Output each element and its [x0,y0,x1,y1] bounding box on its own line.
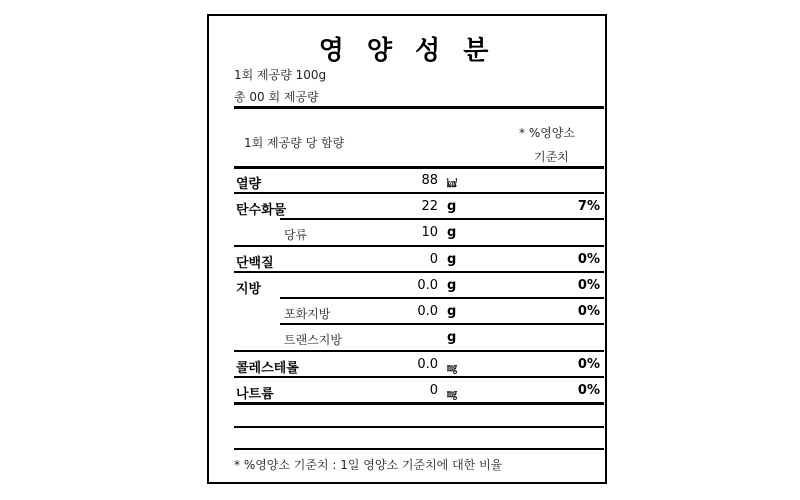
nutrient-name: 포화지방 [284,307,331,321]
nutrient-daily-value: 7% [577,199,600,214]
nutrient-amount: 22 [421,199,438,214]
nutrient-amount: 0 [429,252,438,267]
nutrient-name: 지방 [236,282,262,297]
nutrient-name: 열량 [236,177,262,192]
row-divider [280,323,604,325]
label-title: 영 양 성 분 [318,36,496,66]
nutrient-name: 당류 [284,228,308,242]
nutrient-unit: g [447,278,457,293]
row-divider [234,271,604,273]
row-divider [280,297,604,299]
nutrient-unit: g [447,199,457,214]
nutrition-facts-label [207,14,607,484]
row-divider [234,245,604,247]
nutrient-daily-value: 0% [577,357,600,372]
row-divider [280,218,604,220]
nutrient-name: 콜레스테롤 [236,361,299,376]
per-serving-header: 1회 제공량 당 함량 [244,136,345,150]
blank-row-divider [234,426,604,428]
row-divider [234,192,604,194]
nutrient-unit: ㎉ [447,179,457,190]
nutrient-unit: g [447,225,457,240]
nutrient-name: 트랜스지방 [284,333,342,347]
servings-total: 총 00 회 제공량 [234,90,319,104]
row-divider [234,376,604,378]
nutrient-unit: ㎎ [447,389,457,400]
nutrient-unit: g [447,330,457,345]
nutrient-name: 탄수화물 [236,203,287,218]
nutrient-name: 단백질 [236,256,274,271]
nutrient-amount: 88 [421,173,438,188]
nutrient-name: 나트륨 [236,387,274,402]
nutrient-amount: 0.0 [417,278,438,293]
table-bottom-divider [234,402,604,405]
nutrient-unit: ㎎ [447,363,457,374]
footnote: * %영양소 기준치 : 1일 영양소 기준치에 대한 비율 [234,458,503,472]
serving-size: 1회 제공량 100g [234,68,327,82]
nutrient-amount: 0 [429,383,438,398]
nutrient-daily-value: 0% [577,252,600,267]
nutrient-unit: g [447,252,457,267]
nutrient-unit: g [447,304,457,319]
header-divider [234,106,604,109]
daily-value-header: * %영양소 [519,126,575,140]
nutrient-amount: 0.0 [417,304,438,319]
nutrient-daily-value: 0% [577,304,600,319]
nutrient-amount: 0.0 [417,357,438,372]
daily-value-header-2: 기준치 [534,150,569,164]
column-header-divider [234,166,604,169]
nutrient-daily-value: 0% [577,383,600,398]
row-divider [234,350,604,352]
footnote-divider [234,448,604,450]
nutrient-daily-value: 0% [577,278,600,293]
nutrient-amount: 10 [421,225,438,240]
